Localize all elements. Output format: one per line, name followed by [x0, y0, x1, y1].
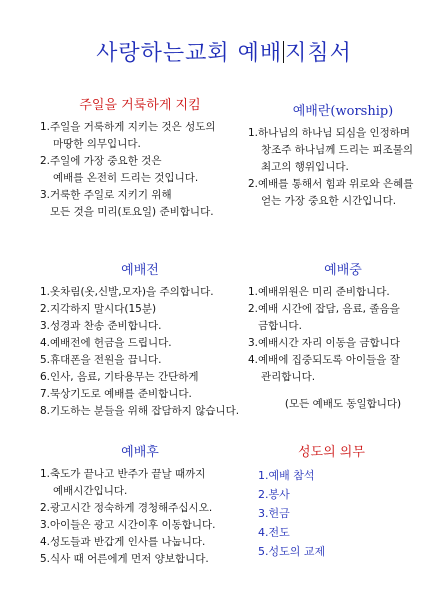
during-item: 관리합니다. — [261, 371, 316, 383]
sunday-item: 모든 것을 미리(토요일) 준비합니다. — [50, 206, 214, 218]
worship-heading-text: 예배란 — [292, 104, 331, 119]
section-after — [40, 441, 240, 568]
before-heading: 예배전 — [121, 263, 159, 278]
before-item: 3.성경과 찬송 준비합니다. — [40, 320, 162, 332]
section-before — [40, 259, 240, 420]
worship-item: 창조주 하나님께 드리는 피조물의 — [261, 144, 414, 156]
during-item: 1.예배위원은 미리 준비합니다. — [248, 286, 390, 298]
sunday-item: 2.주일에 가장 중요한 것은 — [40, 155, 162, 167]
during-item: 4.예배에 집중되도록 아이들을 잘 — [248, 354, 400, 366]
after-item: 2.광고시간 정숙하게 경청해주십시오. — [40, 502, 213, 514]
during-item: 3.예배시간 자리 이동을 금합니다 — [248, 337, 400, 349]
during-heading: 예배중 — [324, 263, 362, 278]
duty-item: 4.전도 — [258, 526, 290, 539]
duty-heading: 성도의 의무 — [298, 445, 365, 460]
text-cursor — [283, 41, 284, 63]
after-item: 예배시간입니다. — [53, 485, 128, 497]
after-item: 3.아이들은 광고 시간이후 이동합니다. — [40, 519, 216, 531]
duty-item: 2.봉사 — [258, 488, 290, 501]
title-main-text: 사랑하는교회 예배 — [96, 41, 283, 66]
before-item: 4.예배전에 헌금을 드립니다. — [40, 337, 172, 349]
sunday-item: 1.주일을 거룩하게 지키는 것은 성도의 — [40, 121, 216, 133]
after-item: 5.식사 때 어른에게 먼저 양보합니다. — [40, 553, 209, 565]
during-note: (모든 예배도 동일합니다) — [284, 398, 402, 410]
worship-heading — [248, 100, 438, 119]
before-item: 6.인사, 음료, 기타용무는 간단하게 — [40, 371, 199, 383]
page-title — [0, 36, 448, 67]
before-item: 7.묵상기도로 예배를 준비합니다. — [40, 388, 192, 400]
during-item: 금합니다. — [258, 320, 302, 332]
worship-item: 최고의 행위입니다. — [261, 161, 349, 173]
section-sunday — [40, 94, 240, 221]
title-tail-text: 지침서 — [285, 41, 352, 66]
sunday-item: 3.거룩한 주일로 지키기 위해 — [40, 189, 172, 201]
worship-item: 얻는 가장 중요한 시간입니다. — [261, 195, 397, 207]
duty-item: 5.성도의 교제 — [258, 545, 326, 558]
section-during — [248, 259, 438, 411]
before-item: 2.지각하지 말시다(15분) — [40, 303, 157, 315]
sunday-item: 예배를 온전히 드리는 것입니다. — [53, 172, 199, 184]
after-item: 1.축도가 끝나고 반주가 끝날 때까지 — [40, 468, 206, 480]
after-heading: 예배후 — [121, 445, 159, 460]
sunday-heading: 주일을 거룩하게 지킴 — [79, 98, 201, 113]
duty-item: 3.헌금 — [258, 507, 290, 520]
before-item: 8.기도하는 분들을 위해 잡담하지 않습니다. — [40, 405, 240, 417]
worship-item: 1.하나님의 하나님 되심을 인정하며 — [248, 127, 411, 139]
worship-item: 2.예배를 통해서 힘과 위로와 은혜를 — [248, 178, 414, 190]
before-item: 1.옷차림(옷,신발,모자)을 주의합니다. — [40, 286, 214, 298]
during-item: 2.예배 시간에 잡담, 음료, 졸음을 — [248, 303, 400, 315]
sunday-item: 마땅한 의무입니다. — [53, 138, 141, 150]
duty-item: 1.예배 참석 — [258, 469, 315, 482]
section-duty — [258, 441, 418, 561]
before-item: 5.휴대폰을 전원을 끕니다. — [40, 354, 162, 366]
section-worship — [248, 100, 438, 210]
worship-heading-latin: (worship) — [330, 104, 394, 119]
after-item: 4.성도들과 반갑게 인사를 나눕니다. — [40, 536, 206, 548]
